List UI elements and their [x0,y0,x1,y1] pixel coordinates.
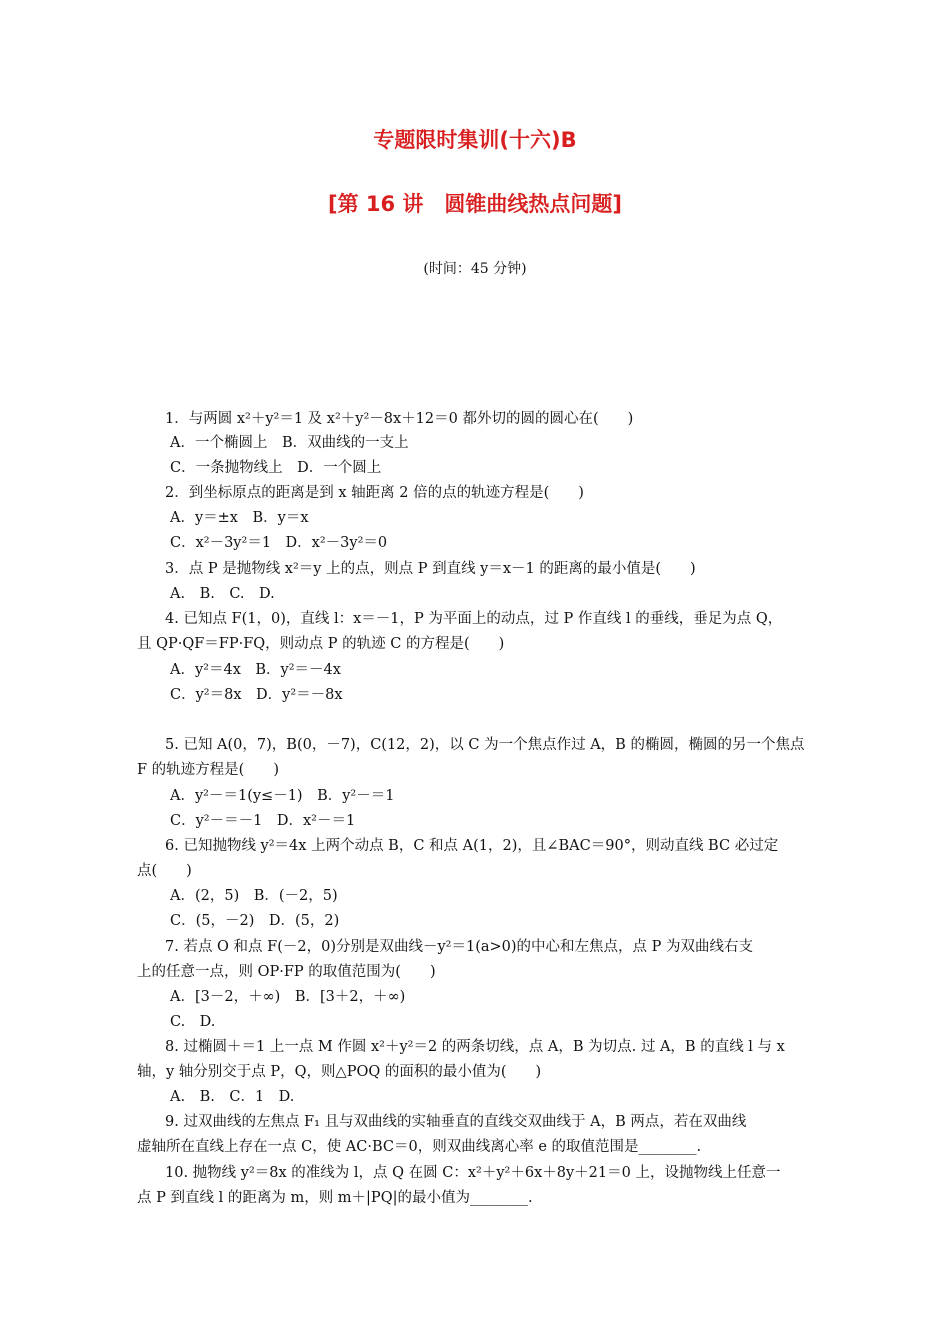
question-line: C．y²－＝－1 D．x²－＝1 [170,813,356,829]
page-title: 专题限时集训(十六)B [373,128,577,152]
question-line: C．(5，－2) D．(5，2) [170,913,340,929]
question-line: 点( ) [137,863,192,879]
question-line: 8. 过椭圆＋＝1 上一点 M 作圆 x²＋y²＝2 的两条切线，点 A，B 为切点. 过 A，B 的直线 l 与 x [165,1039,785,1055]
question-line: 3．点 P 是抛物线 x²＝y 上的点，则点 P 到直线 y＝x－1 的距离的最小值是( ) [165,561,696,577]
question-line: A. B. C．1 D. [170,1089,295,1105]
question-line: C. D. [170,1014,216,1030]
question-line: 轴，y 轴分别交于点 P，Q，则△POQ 的面积的最小值为( ) [137,1064,542,1080]
question-line: A．一个椭圆上 B．双曲线的一支上 [170,435,409,451]
time-limit-note: (时间：45 分钟) [423,261,527,277]
question-line: C．y²＝8x D．y²＝－8x [170,687,343,703]
question-line: 2．到坐标原点的距离是到 x 轴距离 2 倍的点的轨迹方程是( ) [165,485,584,501]
question-line: 4. 已知点 F(1，0)，直线 l：x＝－1，P 为平面上的动点，过 P 作直线 l 的垂线，垂足为点 Q， [165,611,783,627]
question-line: 虚轴所在直线上存在一点 C，使 AC·BC＝0，则双曲线离心率 e 的取值范围是________. [137,1139,702,1155]
question-line: 9. 过双曲线的左焦点 F₁ 且与双曲线的实轴垂直的直线交双曲线于 A，B 两点，若在双曲线 [165,1114,747,1130]
question-line: A．(2，5) B．(－2，5) [170,888,338,904]
question-line: 点 P 到直线 l 的距离为 m，则 m＋|PQ|的最小值为________. [137,1190,533,1206]
question-line: F 的轨迹方程是( ) [137,762,279,778]
question-line: 且 QP·QF＝FP·FQ，则动点 P 的轨迹 C 的方程是( ) [137,636,505,652]
question-line: 上的任意一点，则 OP·FP 的取值范围为( ) [137,964,436,980]
question-line: C．x²－3y²＝1 D．x²－3y²＝0 [170,535,388,551]
question-line: A．y²＝4x B．y²＝－4x [170,662,341,678]
question-line: 5. 已知 A(0，7)，B(0，－7)，C(12，2)，以 C 为一个焦点作过 A，B 的椭圆，椭圆的另一个焦点 [165,737,805,753]
question-line: A．y＝±x B．y＝x [170,510,309,526]
lesson-subtitle: [第 16 讲 圆锥曲线热点问题] [327,192,623,216]
question-line: A. B. C. D. [170,586,275,602]
question-line: 10. 抛物线 y²＝8x 的准线为 l，点 Q 在圆 C：x²＋y²＋6x＋8y＋21＝0 上，设抛物线上任意一 [165,1165,781,1181]
question-line: C．一条抛物线上 D．一个圆上 [170,460,382,476]
question-line: A．y²－＝1(y≤－1) B．y²－＝1 [170,788,395,804]
question-line: A．[3－2，＋∞) B．[3＋2，＋∞) [170,989,406,1005]
question-line: 6. 已知抛物线 y²＝4x 上两个动点 B，C 和点 A(1，2)，且∠BAC＝90°，则动直线 BC 必过定 [165,838,779,854]
question-line: 7. 若点 O 和点 F(－2，0)分别是双曲线－y²＝1(a>0)的中心和左焦点，点 P 为双曲线右支 [165,939,754,955]
question-line: 1．与两圆 x²＋y²＝1 及 x²＋y²－8x＋12＝0 都外切的圆的圆心在( ) [165,411,634,427]
